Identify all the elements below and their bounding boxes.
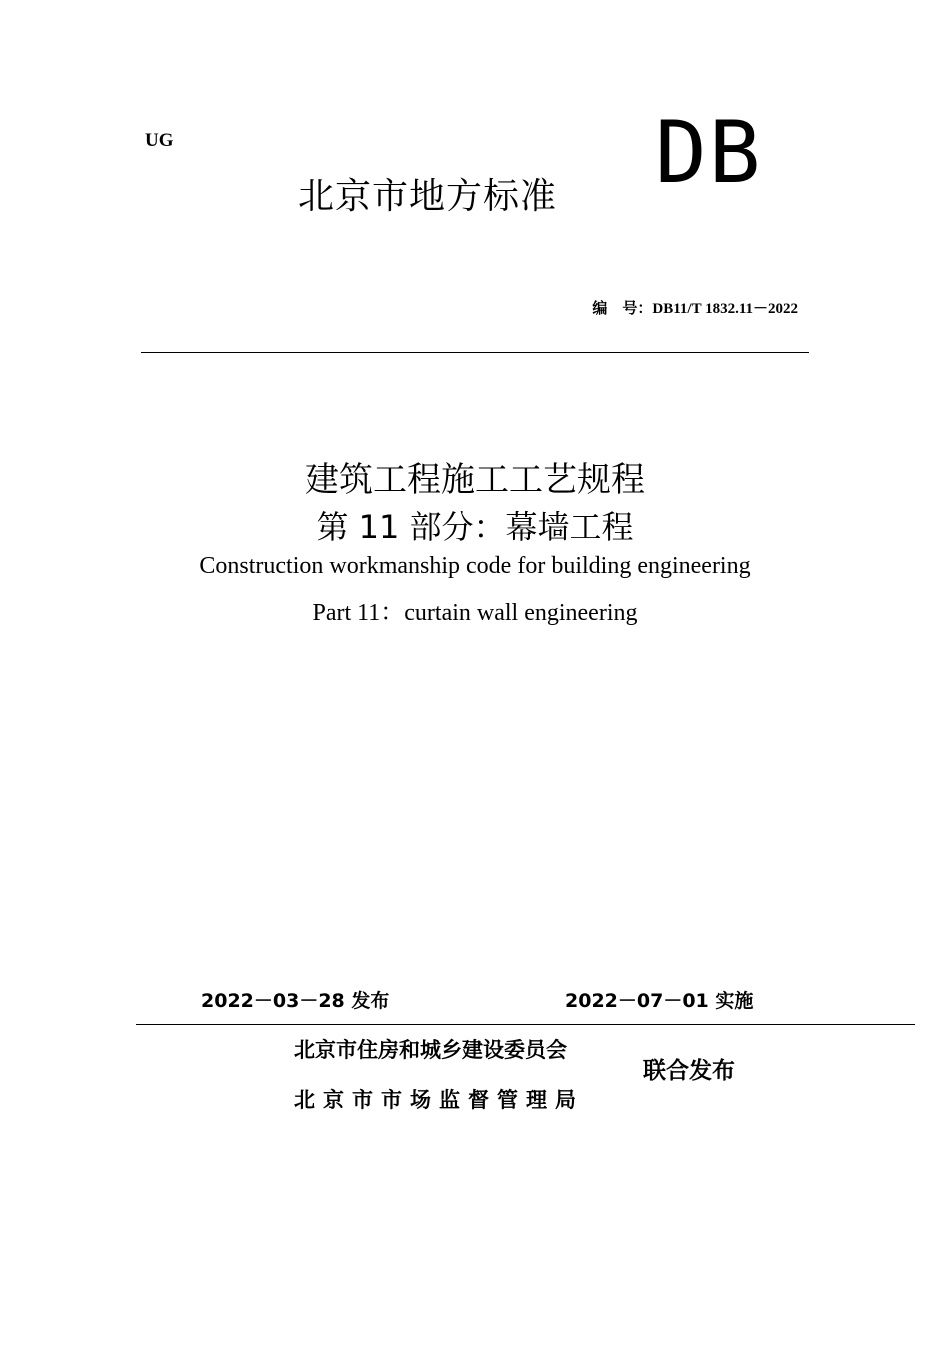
- standard-number: 编 号：DB11/T 1832.11－2022: [592, 301, 798, 317]
- top-divider: [141, 352, 809, 353]
- issuer-housing-commission: 北京市住房和城乡建设委员会: [294, 1038, 567, 1062]
- english-title-main: Construction workmanship code for building engineering: [199, 553, 751, 579]
- bottom-divider: [136, 1024, 915, 1025]
- db-logo: DB: [655, 103, 763, 203]
- issue-date: 2022－03－28 发布: [201, 990, 390, 1012]
- chinese-title-part: 第 11 部分：幕墙工程: [316, 508, 634, 546]
- implementation-date: 2022－07－01 实施: [565, 990, 754, 1012]
- joint-release-label: 联合发布: [643, 1058, 735, 1084]
- english-title-part: Part 11：curtain wall engineering: [312, 600, 638, 626]
- classification-code: UG: [145, 130, 174, 151]
- issuer-market-supervision: 北京市市场监督管理局: [294, 1088, 584, 1112]
- chinese-title-main: 建筑工程施工工艺规程: [305, 460, 645, 500]
- standard-type-title: 北京市地方标准: [298, 176, 558, 217]
